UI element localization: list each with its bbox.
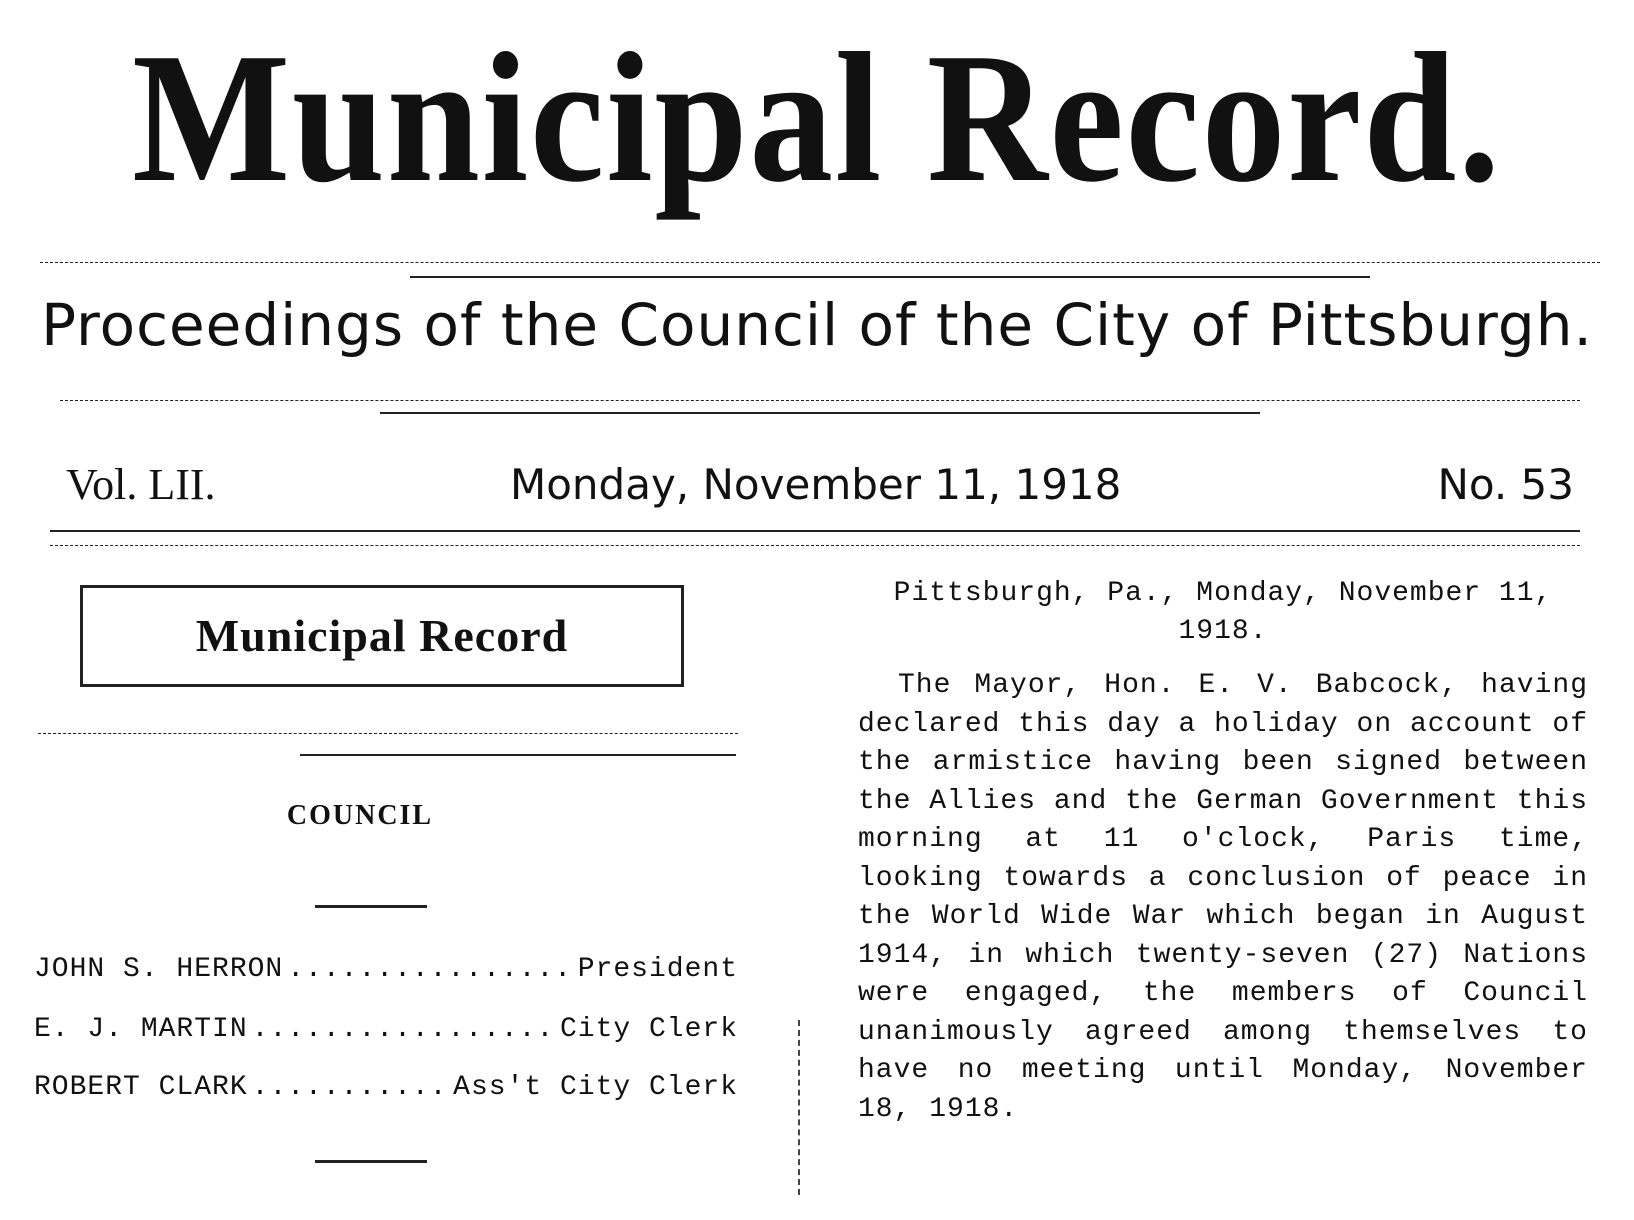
dateline: Pittsburgh, Pa., Monday, November 11, 1918. [893, 578, 1553, 647]
officer-name: JOHN S. HERRON [34, 954, 284, 985]
officer-name: ROBERT CLARK [34, 1072, 248, 1103]
section-rule-top [315, 905, 427, 908]
page-subtitle: Proceedings of the Council of the City of Pittsburgh. [41, 291, 1593, 359]
subtitle-rule-upper [60, 400, 1580, 401]
officer-row-city-clerk [34, 1010, 738, 1050]
record-nameplate-title: Municipal Record [195, 610, 569, 661]
officer-row-asst-city-clerk [34, 1068, 738, 1108]
left-rule-lower [300, 754, 736, 756]
leader-dots [287, 950, 574, 990]
right-column [858, 575, 1588, 1129]
section-heading-council: COUNCIL [286, 800, 434, 831]
subtitle-rule-lower [380, 412, 1260, 414]
leader-dots [252, 1010, 556, 1050]
masthead-title: Municipal Record. [132, 15, 1502, 221]
officer-title: Ass't City Clerk [453, 1072, 738, 1103]
issue-rule-upper [50, 530, 1580, 532]
officer-title: City Clerk [559, 1014, 738, 1045]
officer-title: President [577, 954, 738, 985]
issue-rule-lower [50, 545, 1580, 546]
masthead-rule-upper [40, 262, 1600, 263]
article-paragraph: The Mayor, Hon. E. V. Babcock, having declared this day a holiday on account of the armistice having been signed between the Allies and the German Government this morning at 11 o'clock, Paris time, looking towards a conclusion of peace in the World Wide War which began in August 1914, in which twenty-seven (27) Nations were engaged, the members of Council unanimously agreed among themselves to have no meeting until Monday, November 18, 1918. [858, 670, 1588, 1125]
masthead [0, 0, 1634, 250]
leader-dots [252, 1068, 450, 1108]
issue-number: No. 53 [1437, 460, 1574, 509]
issue-volume: Vol. LII. [66, 460, 216, 509]
column-divider [798, 1020, 800, 1195]
officer-name: E. J. MARTIN [34, 1014, 248, 1045]
left-rule-upper [38, 733, 738, 734]
officer-row-president [34, 950, 738, 990]
issue-line [60, 455, 1574, 515]
masthead-rule-lower [410, 276, 1370, 278]
issue-date: Monday, November 11, 1918 [510, 460, 1122, 509]
record-nameplate-box [80, 585, 684, 687]
section-rule-bottom [315, 1160, 427, 1163]
